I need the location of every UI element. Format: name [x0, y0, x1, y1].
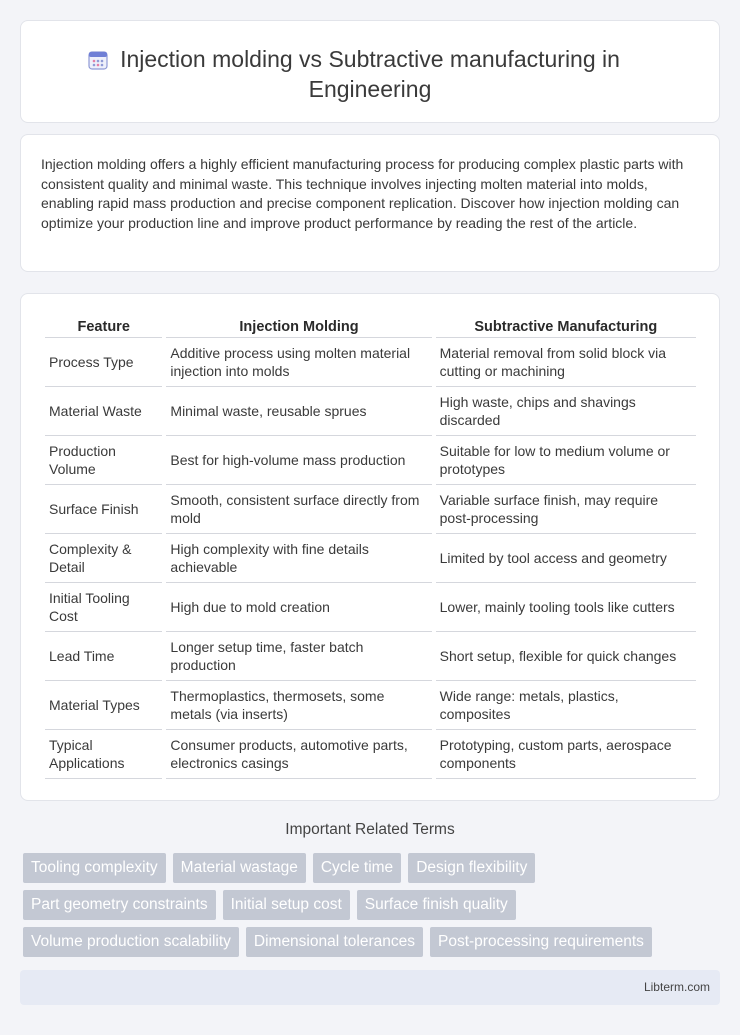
footer-brand-link[interactable]: Libterm.com [643, 980, 710, 994]
feature-cell: Surface Finish [45, 485, 162, 534]
table-row [45, 632, 696, 681]
table-row [45, 730, 696, 779]
subtractive-cell: Suitable for low to medium volume or prototypes [436, 436, 696, 485]
feature-cell: Lead Time [45, 632, 162, 681]
injection-cell: Minimal waste, reusable sprues [166, 387, 431, 436]
feature-cell: Complexity & Detail [45, 534, 162, 583]
tag-surface-finish-quality[interactable]: Surface finish quality [357, 890, 516, 920]
table-row [45, 338, 696, 387]
tag-material-wastage[interactable]: Material wastage [173, 853, 306, 883]
injection-cell: High due to mold creation [166, 583, 431, 632]
feature-cell: Typical Applications [45, 730, 162, 779]
feature-cell: Material Types [45, 681, 162, 730]
injection-cell: Consumer products, automotive parts, electronics casings [166, 730, 431, 779]
subtractive-cell: Wide range: metals, plastics, composites [436, 681, 696, 730]
table-row [45, 485, 696, 534]
title-card [20, 20, 720, 123]
footer [20, 970, 720, 1005]
subtractive-cell: Lower, mainly tooling tools like cutters [436, 583, 696, 632]
tag-volume-production-scalability[interactable]: Volume production scalability [23, 927, 239, 957]
header-subtractive-manufacturing: Subtractive Manufacturing [436, 314, 696, 338]
related-terms-title: Important Related Terms [285, 821, 455, 838]
injection-cell: Smooth, consistent surface directly from mold [166, 485, 431, 534]
injection-cell: High complexity with fine details achievable [166, 534, 431, 583]
comparison-table [41, 314, 700, 779]
related-terms-tags [23, 853, 713, 964]
intro-text: Injection molding offers a highly efficient manufacturing process for producing complex plastic parts with consistent quality and minimal waste. This technique involves injecting molten material into molds, enabling rapid mass production and precise component replication. Discover how injection molding can optimize your production line and improve product performance by reading the rest of the article. [41, 156, 684, 231]
table-header-row [45, 314, 696, 338]
page-title: Injection molding vs Subtractive manufacturing in Engineering [120, 46, 620, 102]
header-feature: Feature [45, 314, 162, 338]
tag-post-processing-requirements[interactable]: Post-processing requirements [430, 927, 652, 957]
comparison-card [20, 293, 720, 801]
subtractive-cell: High waste, chips and shavings discarded [436, 387, 696, 436]
header-injection-molding: Injection Molding [166, 314, 431, 338]
tag-tooling-complexity[interactable]: Tooling complexity [23, 853, 166, 883]
tag-part-geometry-constraints[interactable]: Part geometry constraints [23, 890, 216, 920]
tag-initial-setup-cost[interactable]: Initial setup cost [223, 890, 350, 920]
table-row [45, 583, 696, 632]
subtractive-cell: Variable surface finish, may require post-processing [436, 485, 696, 534]
table-row [45, 387, 696, 436]
injection-cell: Longer setup time, faster batch production [166, 632, 431, 681]
feature-cell: Initial Tooling Cost [45, 583, 162, 632]
feature-cell: Production Volume [45, 436, 162, 485]
table-row [45, 436, 696, 485]
feature-cell: Material Waste [45, 387, 162, 436]
tag-dimensional-tolerances[interactable]: Dimensional tolerances [246, 927, 423, 957]
table-row [45, 534, 696, 583]
subtractive-cell: Material removal from solid block via cutting or machining [436, 338, 696, 387]
feature-cell: Process Type [45, 338, 162, 387]
subtractive-cell: Short setup, flexible for quick changes [436, 632, 696, 681]
injection-cell: Additive process using molten material injection into molds [166, 338, 431, 387]
intro-card [20, 134, 720, 272]
tag-cycle-time[interactable]: Cycle time [313, 853, 401, 883]
table-row [45, 681, 696, 730]
subtractive-cell: Prototyping, custom parts, aerospace components [436, 730, 696, 779]
injection-cell: Thermoplastics, thermosets, some metals (via inserts) [166, 681, 431, 730]
injection-cell: Best for high-volume mass production [166, 436, 431, 485]
tag-design-flexibility[interactable]: Design flexibility [408, 853, 535, 883]
subtractive-cell: Limited by tool access and geometry [436, 534, 696, 583]
